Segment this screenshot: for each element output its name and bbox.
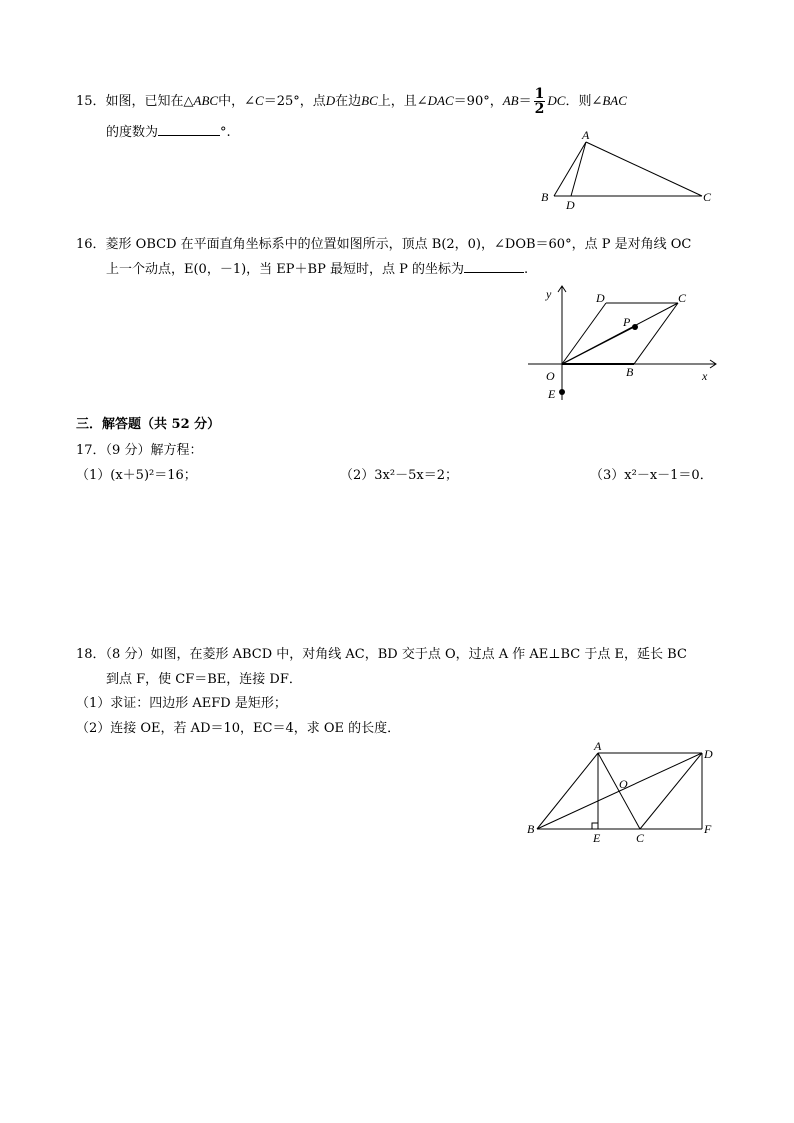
segment-op — [562, 327, 634, 364]
q18-part2: （2）连接 OE，若 AD＝10，EC＝4，求 OE 的长度． — [76, 721, 401, 736]
side-od — [562, 303, 606, 364]
q16-number: 16． — [76, 237, 106, 252]
fraction-one-half: $\frac{1}{2}$ — [534, 86, 545, 117]
label-o: O — [546, 369, 555, 383]
q17-part2: （2）3x²－5x＝2； — [340, 468, 458, 483]
q15-line1: 15．如图，已知在△ABC中，∠C＝25°，点D在边BC上，且∠DAC＝90°，AB＝ $\frac{1}{2}$ DC．则∠BAC — [76, 86, 627, 117]
label-b: B — [527, 822, 535, 836]
q15-number: 15． — [76, 94, 106, 109]
label-c: C — [678, 291, 687, 305]
label-p: P — [623, 315, 631, 329]
q16-answer-blank[interactable] — [464, 259, 524, 273]
section-3-title: 三．解答题（共 52 分） — [76, 417, 221, 432]
label-o: O — [619, 777, 628, 791]
segment-ac — [586, 142, 702, 196]
q16-line2: 上一个动点，E(0，－1)，当 EP＋BP 最短时，点 P 的坐标为 . — [106, 258, 528, 277]
segment-ab — [554, 142, 586, 196]
q18-line2: 到点 F，使 CF＝BE，连接 DF． — [106, 672, 302, 687]
label-d: D — [704, 747, 713, 761]
q17-part1: （1）(x＋5)²＝16； — [76, 468, 197, 483]
q18-rhombus-figure — [524, 740, 724, 846]
diagonal-bd — [537, 753, 702, 829]
side-cb — [634, 303, 678, 364]
point-e — [559, 389, 565, 395]
label-y: y — [546, 287, 552, 301]
q16-line1: 16．菱形 OBCD 在平面直角坐标系中的位置如图所示，顶点 B(2，0)，∠DOB＝60°，点 P 是对角线 OC — [76, 237, 692, 252]
segment-ad — [571, 142, 586, 196]
label-x: x — [702, 369, 708, 383]
label-d: D — [596, 291, 605, 305]
label-f: F — [704, 822, 712, 836]
label-b: B — [541, 190, 549, 204]
q18-part1: （1）求证：四边形 AEFD 是矩形； — [76, 696, 287, 711]
q15-line2: 的度数为 °. — [106, 121, 231, 140]
label-e: E — [593, 831, 601, 845]
q17-header: 17．（9 分）解方程： — [76, 443, 203, 458]
q17-part3: （3）x²－x－1＝0． — [590, 468, 713, 483]
q15-answer-blank[interactable] — [158, 122, 220, 136]
q18-line1: 18．（8 分）如图，在菱形 ABCD 中，对角线 AC，BD 交于点 O，过点 A 作 AE⊥BC 于点 E，延长 BC — [76, 647, 687, 662]
label-c: C — [636, 831, 645, 845]
label-b: B — [626, 365, 634, 379]
q15-triangle-figure — [536, 126, 726, 214]
label-a: A — [582, 128, 590, 142]
side-ab — [537, 753, 598, 829]
label-a: A — [594, 740, 602, 753]
q16-coordinate-figure — [526, 282, 724, 404]
right-angle-mark — [592, 823, 598, 829]
label-d: D — [566, 198, 575, 212]
point-p — [632, 324, 638, 330]
label-c: C — [703, 190, 712, 204]
label-e: E — [548, 387, 556, 401]
side-cd — [640, 753, 702, 829]
